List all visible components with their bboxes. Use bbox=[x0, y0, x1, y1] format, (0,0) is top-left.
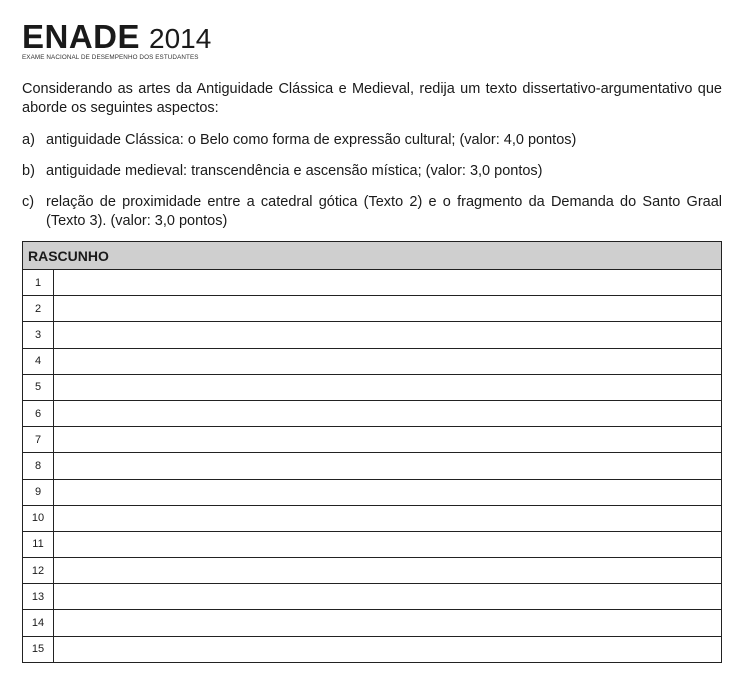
draft-table bbox=[22, 241, 722, 663]
draft-line-number: 10 bbox=[23, 506, 54, 531]
enade-logo bbox=[22, 20, 211, 53]
draft-line-number: 15 bbox=[23, 637, 54, 662]
draft-row bbox=[23, 427, 721, 453]
logo-year: 2014 bbox=[149, 23, 212, 54]
draft-writing-line[interactable] bbox=[54, 375, 721, 400]
draft-row bbox=[23, 349, 721, 375]
draft-writing-line[interactable] bbox=[54, 453, 721, 478]
question-item-a bbox=[22, 131, 722, 150]
draft-writing-line[interactable] bbox=[54, 401, 721, 426]
draft-row bbox=[23, 296, 721, 322]
draft-line-number: 11 bbox=[23, 532, 54, 557]
question-intro: Considerando as artes da Antiguidade Clássica e Medieval, redija um texto dissertativo-argumentativo que aborde os seguintes aspectos: bbox=[22, 81, 722, 116]
draft-line-number: 12 bbox=[23, 558, 54, 583]
draft-row bbox=[23, 270, 721, 296]
draft-line-number: 14 bbox=[23, 610, 54, 635]
draft-writing-line[interactable] bbox=[54, 270, 721, 295]
draft-row bbox=[23, 610, 721, 636]
draft-row bbox=[23, 480, 721, 506]
draft-row bbox=[23, 401, 721, 427]
draft-title: RASCUNHO bbox=[23, 242, 721, 270]
draft-row bbox=[23, 453, 721, 479]
draft-row bbox=[23, 637, 721, 662]
item-text: antiguidade medieval: transcendência e ascensão mística; (valor: 3,0 pontos) bbox=[46, 163, 543, 179]
draft-writing-line[interactable] bbox=[54, 532, 721, 557]
draft-line-number: 7 bbox=[23, 427, 54, 452]
draft-row bbox=[23, 322, 721, 348]
draft-line-number: 3 bbox=[23, 322, 54, 347]
draft-line-number: 2 bbox=[23, 296, 54, 321]
draft-line-number: 8 bbox=[23, 453, 54, 478]
draft-row bbox=[23, 506, 721, 532]
question-item-c bbox=[22, 193, 722, 231]
draft-row bbox=[23, 532, 721, 558]
draft-writing-line[interactable] bbox=[54, 506, 721, 531]
item-text: antiguidade Clássica: o Belo como forma de expressão cultural; (valor: 4,0 pontos) bbox=[46, 132, 577, 148]
draft-writing-line[interactable] bbox=[54, 427, 721, 452]
draft-line-number: 6 bbox=[23, 401, 54, 426]
item-letter: b) bbox=[22, 163, 35, 179]
draft-writing-line[interactable] bbox=[54, 610, 721, 635]
draft-row bbox=[23, 558, 721, 584]
draft-line-number: 9 bbox=[23, 480, 54, 505]
draft-line-number: 4 bbox=[23, 349, 54, 374]
draft-line-number: 1 bbox=[23, 270, 54, 295]
draft-row bbox=[23, 375, 721, 401]
question-item-b bbox=[22, 162, 722, 181]
draft-line-number: 5 bbox=[23, 375, 54, 400]
draft-writing-line[interactable] bbox=[54, 558, 721, 583]
draft-row bbox=[23, 584, 721, 610]
draft-rows bbox=[23, 270, 721, 662]
draft-line-number: 13 bbox=[23, 584, 54, 609]
draft-writing-line[interactable] bbox=[54, 349, 721, 374]
logo-word: ENADE bbox=[22, 18, 141, 55]
draft-writing-line[interactable] bbox=[54, 637, 721, 662]
item-letter: a) bbox=[22, 132, 35, 148]
item-text: relação de proximidade entre a catedral gótica (Texto 2) e o fragmento da Demanda do Santo Graal (Texto 3). (valor: 3,0 pontos) bbox=[46, 194, 722, 229]
draft-writing-line[interactable] bbox=[54, 296, 721, 321]
logo-subtitle: EXAME NACIONAL DE DESEMPENHO DOS ESTUDANTES bbox=[22, 54, 199, 61]
header bbox=[22, 20, 211, 61]
item-letter: c) bbox=[22, 194, 35, 210]
draft-writing-line[interactable] bbox=[54, 480, 721, 505]
draft-writing-line[interactable] bbox=[54, 584, 721, 609]
draft-writing-line[interactable] bbox=[54, 322, 721, 347]
